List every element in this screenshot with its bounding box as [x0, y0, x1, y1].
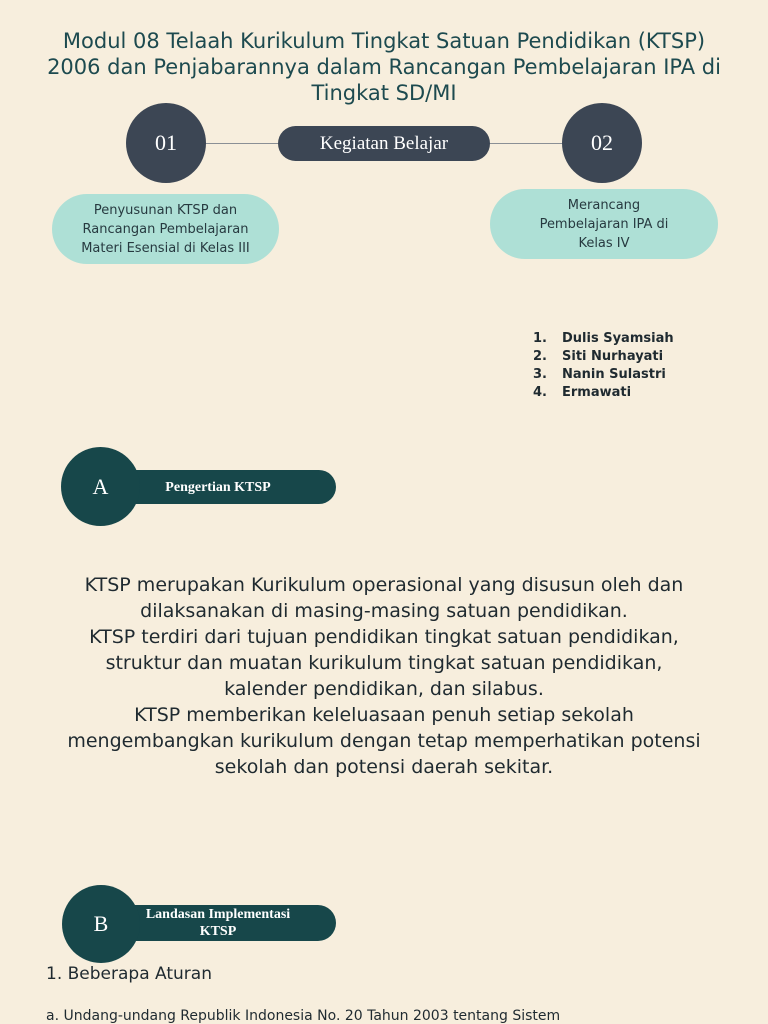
section-b-label-line-2: KTSP	[199, 924, 237, 939]
section-b-label-line-1: Landasan Implementasi	[145, 907, 291, 922]
topic-left-line-3: Materi Esensial di Kelas III	[81, 240, 250, 256]
topic-left-line-1: Penyusunan KTSP dan	[93, 202, 238, 218]
paragraph-line: dilaksanakan di masing-masing satuan pendidikan.	[140, 600, 628, 622]
module-number-02-text: 02	[591, 130, 613, 155]
page-title	[40, 28, 728, 106]
author-number: 4.	[533, 385, 547, 400]
topic-right-line-1: Merancang	[567, 197, 641, 213]
author-name: Siti Nurhayati	[562, 349, 664, 364]
topic-left-line-2: Rancangan Pembelajaran	[82, 221, 249, 237]
author-name: Nanin Sulastri	[562, 367, 666, 382]
paragraph-line: kalender pendidikan, dan silabus.	[224, 678, 544, 700]
author-item	[533, 366, 674, 384]
author-name: Dulis Syamsiah	[562, 331, 674, 346]
topic-right-line-2: Pembelajaran IPA di	[539, 216, 669, 232]
topic-card-kelas-iv	[490, 189, 718, 259]
author-number: 3.	[533, 367, 547, 382]
author-item	[533, 330, 674, 348]
topic-card-kelas-iii	[52, 194, 279, 264]
paragraph-line: mengembangkan kurikulum dengan tetap memperhatikan potensi	[67, 730, 701, 752]
author-list	[533, 330, 674, 402]
ktsp-definition-paragraph	[40, 572, 728, 780]
module-number-01	[126, 103, 206, 183]
beberapa-aturan-heading: 1. Beberapa Aturan	[46, 964, 212, 984]
paragraph-line: KTSP merupakan Kurikulum operasional yang disusun oleh dan	[84, 574, 684, 596]
section-b-letter: B	[93, 911, 109, 936]
paragraph-line: sekolah dan potensi daerah sekitar.	[214, 756, 554, 778]
section-a-badge	[61, 447, 140, 526]
paragraph-line: KTSP memberikan keleluasaan penuh setiap sekolah	[134, 704, 634, 726]
title-line-3: Tingkat SD/MI	[311, 81, 457, 105]
author-number: 2.	[533, 349, 547, 364]
paragraph-line: KTSP terdiri dari tujuan pendidikan tingkat satuan pendidikan,	[89, 626, 679, 648]
section-a-label: Pengertian KTSP	[165, 479, 271, 495]
connector-line-right	[488, 143, 568, 144]
paragraph-line: struktur dan muatan kurikulum tingkat satuan pendidikan,	[105, 652, 663, 674]
module-number-02	[562, 103, 642, 183]
author-item	[533, 348, 674, 366]
title-line-1: Modul 08 Telaah Kurikulum Tingkat Satuan Pendidikan (KTSP)	[62, 29, 706, 53]
kegiatan-belajar-pill	[278, 126, 490, 161]
section-a-letter: A	[92, 473, 109, 499]
regulation-list-item: a. Undang-undang Republik Indonesia No. 20 Tahun 2003 tentang Sistem	[46, 1008, 561, 1024]
connector-line-left	[200, 143, 280, 144]
kegiatan-belajar-label: Kegiatan Belajar	[319, 132, 449, 154]
author-name: Ermawati	[562, 385, 632, 400]
author-item	[533, 384, 674, 402]
author-number: 1.	[533, 331, 547, 346]
module-number-01-text: 01	[155, 130, 177, 155]
section-b-badge	[62, 885, 140, 963]
topic-right-line-3: Kelas IV	[578, 235, 630, 251]
title-line-2: 2006 dan Penjabarannya dalam Rancangan Pembelajaran IPA di	[47, 55, 721, 79]
